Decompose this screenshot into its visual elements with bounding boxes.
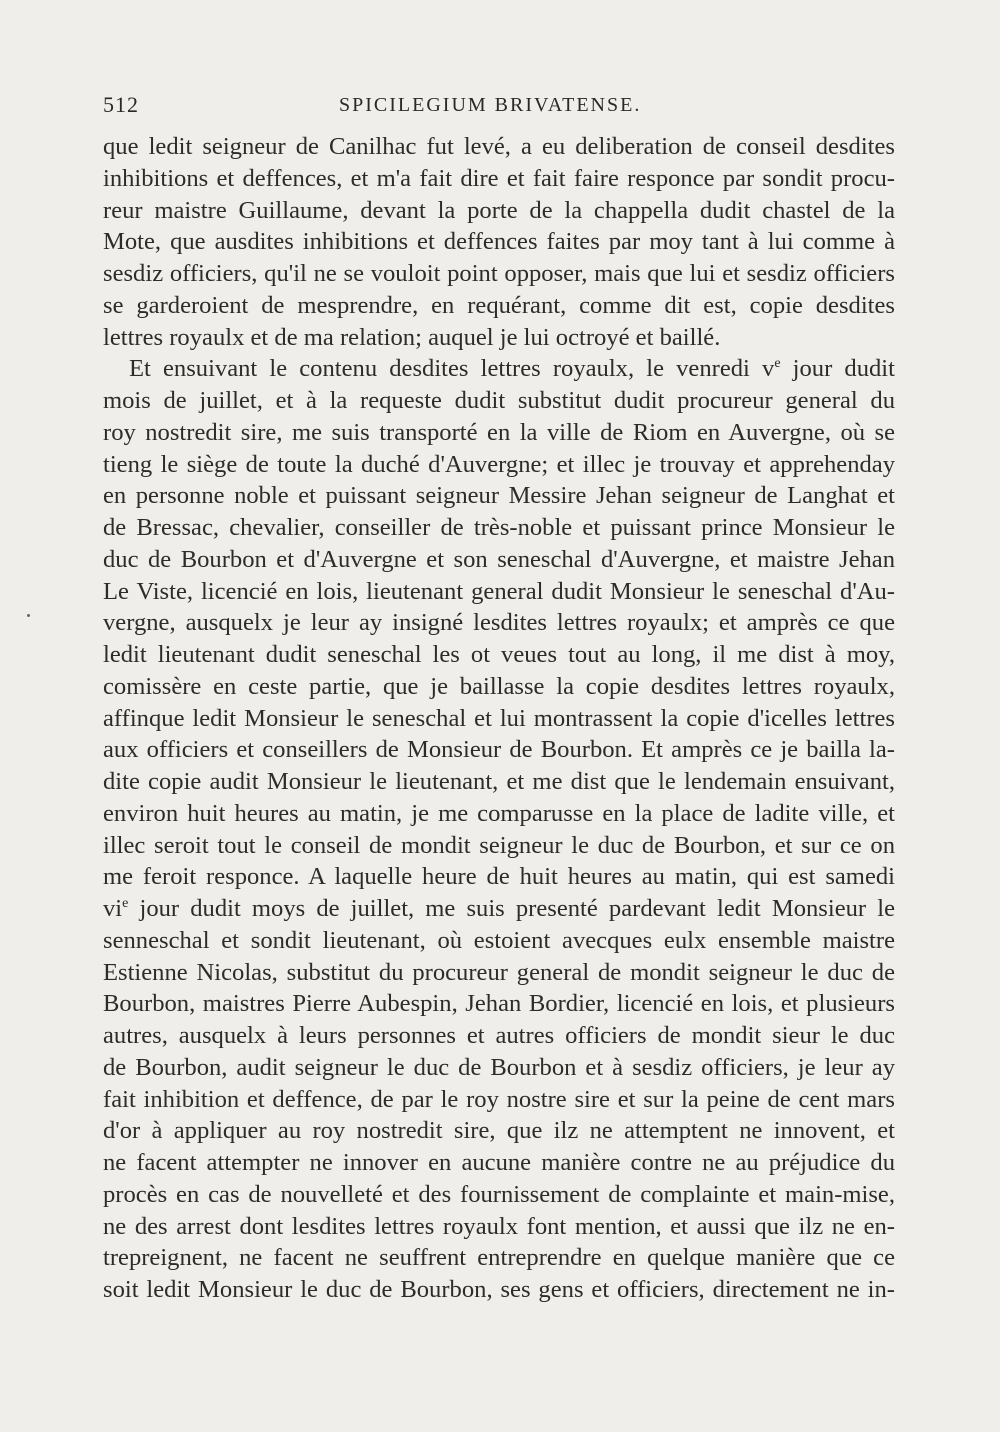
text-line: duc de Bourbon et d'Auvergne et son seneschal d'Auvergne, et maistre Jehan — [103, 545, 895, 573]
text-line: tieng le siège de toute la duché d'Auvergne; et illec je trouvay et apprehenday — [103, 450, 895, 478]
text-line — [103, 893, 895, 925]
text-line: sesdiz officiers, qu'il ne se vouloit point opposer, mais que lui et sesdiz officiers — [103, 260, 895, 287]
text-segment: Et ensuivant le contenu desdites lettres royaulx, le venredi v — [129, 355, 775, 383]
text-line: senneschal et sondit lieutenant, où estoient avecques eulx ensemble maistre — [103, 926, 895, 954]
text-line: que ledit seigneur de Canilhac fut levé, a eu deliberation de conseil desdites — [103, 133, 895, 160]
text-line: reur maistre Guillaume, devant la porte de la chappella dudit chastel de la — [103, 196, 895, 224]
body-text — [103, 131, 895, 1306]
text-line: procès en cas de nouvelleté et des fournissement de complainte et main-mise, — [103, 1180, 895, 1208]
text-line: Bourbon, maistres Pierre Aubespin, Jehan Bordier, licencié en lois, et plusieurs — [103, 990, 895, 1018]
text-line: se garderoient de mesprendre, en requérant, comme dit est, copie desdites — [103, 291, 895, 319]
text-line: ne des arrest dont lesdites lettres royaulx font mention, et aussi que ilz ne en- — [103, 1212, 895, 1240]
text-line: de Bourbon, audit seigneur le duc de Bourbon et à sesdiz officiers, je leur ay — [103, 1053, 895, 1081]
superscript: e — [774, 356, 781, 372]
text-line: de Bressac, chevalier, conseiller de très-noble et puissant prince Monsieur le — [103, 514, 895, 541]
text-line: mois de juillet, et à la requeste dudit substitut dudit procureur general du — [103, 387, 895, 414]
ink-speck — [27, 614, 30, 617]
text-line: affinque ledit Monsieur le seneschal et lui montrassent la copie d'icelles lettres — [103, 704, 895, 732]
text-segment: jour dudit — [780, 355, 895, 383]
page-header — [103, 92, 895, 126]
text-line: comissère en ceste partie, que je baillasse la copie desdites lettres royaulx, — [103, 672, 895, 700]
page-number: 512 — [103, 92, 139, 117]
text-line: lettres royaulx et de ma relation; auquel je lui octroyé et baillé. — [103, 323, 721, 351]
text-segment: jour dudit moys de juillet, me suis presenté pardevant ledit Monsieur le — [128, 895, 895, 922]
text-line: Le Viste, licencié en lois, lieutenant general dudit Monsieur le seneschal d'Au- — [103, 577, 895, 605]
text-line: autres, ausquelx à leurs personnes et autres officiers de mondit sieur le duc — [103, 1022, 895, 1049]
text-line: environ huit heures au matin, je me comparusse en la place de ladite ville, et — [103, 799, 895, 827]
text-line: illec seroit tout le conseil de mondit seigneur le duc de Bourbon, et sur ce on — [103, 831, 895, 859]
text-line: en personne noble et puissant seigneur Messire Jehan seigneur de Langhat et — [103, 482, 895, 510]
superscript: e — [122, 896, 129, 911]
text-line: ne facent attempter ne innover en aucune manière contre ne au préjudice du — [103, 1149, 895, 1176]
text-line: me feroit responce. A laquelle heure de huit heures au matin, qui est samedi — [103, 863, 895, 891]
text-line: roy nostredit sire, me suis transporté en la ville de Riom en Auvergne, où se — [103, 418, 895, 446]
text-line: vergne, ausquelx je leur ay insigné lesdites lettres royaulx; et amprès ce que — [103, 609, 895, 637]
text-line: ledit lieutenant dudit seneschal les ot veues tout au long, il me dist à moy, — [103, 641, 895, 668]
text-line: Mote, que ausdites inhibitions et deffences faites par moy tant à lui comme à — [103, 228, 895, 256]
text-segment: vi — [103, 895, 123, 922]
text-line — [103, 353, 895, 385]
text-line: dite copie audit Monsieur le lieutenant, et me dist que le lendemain ensuivant, — [103, 768, 895, 795]
text-line: aux officiers et conseillers de Monsieur de Bourbon. Et amprès ce je bailla la- — [103, 736, 895, 764]
text-line: inhibitions et deffences, et m'a fait dire et fait faire responce par sondit procu- — [103, 164, 895, 192]
text-line: trepreignent, ne facent ne seuffrent entreprendre en quelque manière que ce — [103, 1244, 895, 1272]
text-line: Estienne Nicolas, substitut du procureur general de mondit seigneur le duc de — [103, 958, 895, 986]
text-line: d'or à appliquer au roy nostredit sire, que ilz ne attemptent ne innovent, et — [103, 1117, 895, 1145]
text-line: fait inhibition et deffence, de par le roy nostre sire et sur la peine de cent mars — [103, 1085, 895, 1113]
text-line: soit ledit Monsieur le duc de Bourbon, ses gens et officiers, directement ne in- — [103, 1276, 895, 1303]
running-title: SPICILEGIUM BRIVATENSE. — [339, 94, 642, 116]
